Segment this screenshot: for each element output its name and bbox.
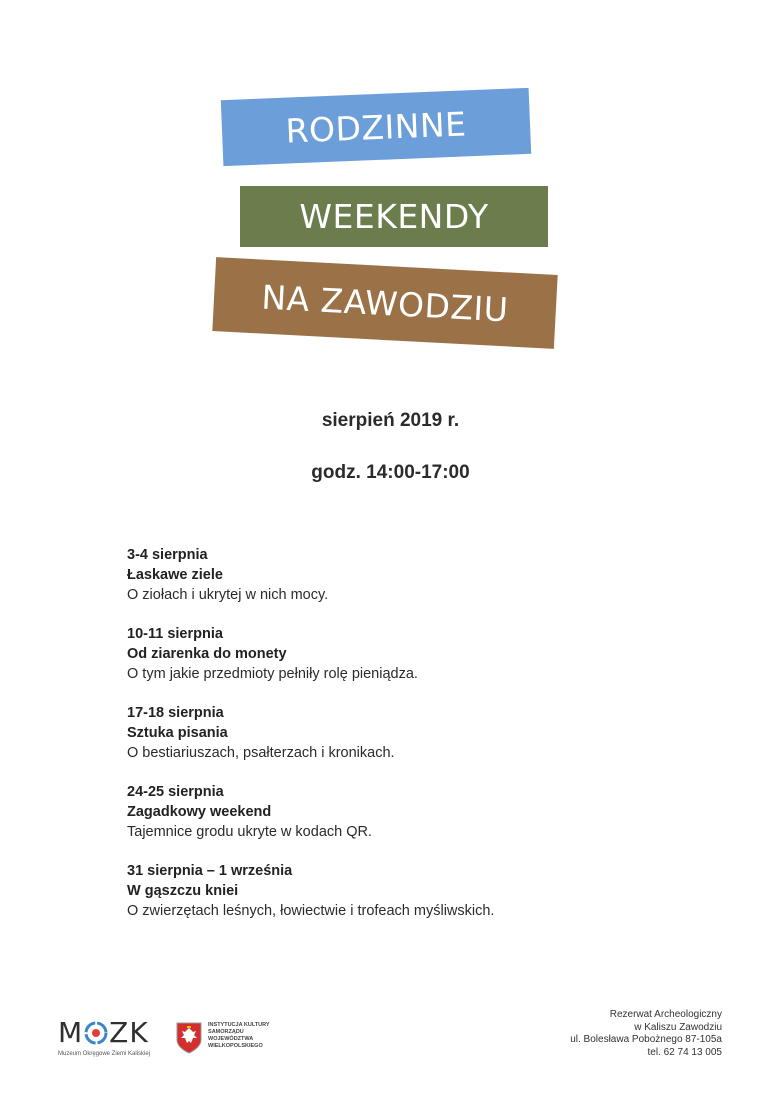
- event-title: Łaskawe ziele: [127, 567, 223, 583]
- event-description: O bestiariuszach, psałterzach i kronikach.: [127, 745, 395, 761]
- mozk-subtitle: Muzeum Okręgowe Ziemi Kaliskiej: [58, 1051, 151, 1057]
- mozk-wordmark: [58, 1018, 150, 1048]
- crest-block: [176, 1022, 288, 1059]
- event-title: Zagadkowy weekend: [127, 804, 272, 820]
- event-hours: godz. 14:00-17:00: [311, 462, 470, 483]
- address-line: w Kaliszu Zawodziu: [634, 1021, 722, 1033]
- mozk-logo-zk: ZK: [109, 1016, 149, 1049]
- event-title: Sztuka pisania: [127, 725, 228, 741]
- event-title: Od ziarenka do monety: [127, 646, 287, 662]
- address-line: tel. 62 74 13 005: [647, 1046, 722, 1058]
- event-month: sierpień 2019 r.: [321, 410, 460, 431]
- event-date: 10-11 sierpnia: [127, 626, 223, 642]
- event-item: [127, 545, 687, 605]
- title-banner-weekendy: WEEKENDY: [240, 186, 548, 247]
- event-title: W gąszczu kniei: [127, 883, 239, 899]
- mozk-logo: [58, 1018, 150, 1057]
- event-item: [127, 861, 687, 921]
- title-banner-rodzinne: RODZINNE: [221, 88, 531, 166]
- mozk-logo-m: M: [58, 1016, 84, 1049]
- event-description: O tym jakie przedmioty pełniły rolę pieniądza.: [127, 666, 418, 682]
- crest-caption: INSTYTUCJA KULTURY SAMORZĄDU WOJEWÓDZTWA WIELKOPOLSKIEGO: [208, 1022, 270, 1049]
- event-date: 24-25 sierpnia: [127, 784, 224, 800]
- footer-logos: [58, 1018, 288, 1059]
- event-description: O zwierzętach leśnych, łowiectwie i trofeach myśliwskich.: [127, 903, 495, 919]
- event-item: [127, 703, 687, 763]
- event-item: [127, 624, 687, 684]
- event-date: 3-4 sierpnia: [127, 547, 208, 563]
- address-line: ul. Bolesława Pobożnego 87-105a: [570, 1034, 722, 1045]
- eagle-crest-icon: [176, 1022, 202, 1059]
- venue-address: [570, 1009, 722, 1059]
- event-date: 17-18 sierpnia: [127, 705, 224, 721]
- title-banner-na-zawodziu: NA ZAWODZIU: [212, 257, 557, 349]
- target-icon: [84, 1021, 108, 1045]
- event-description: Tajemnice grodu ukryte w kodach QR.: [127, 824, 372, 840]
- event-item: [127, 782, 687, 842]
- event-list: [127, 545, 687, 940]
- address-line: Rezerwat Archeologiczny: [609, 1009, 722, 1020]
- event-date: 31 sierpnia – 1 września: [127, 863, 293, 879]
- event-description: O ziołach i ukrytej w nich mocy.: [127, 587, 329, 603]
